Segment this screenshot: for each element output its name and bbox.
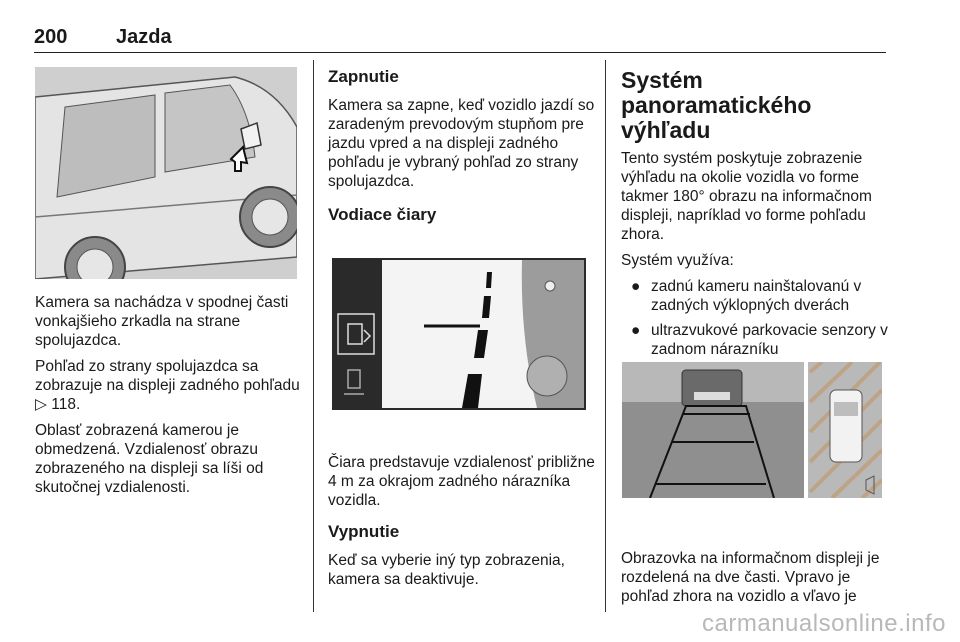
vypnutie-text: Keď sa vyberie iný typ zobrazenia, kamera sa deaktivuje. [328,552,565,588]
heading-vypnutie: Vypnutie [328,522,400,541]
panoramic-view-display-illustration [622,362,882,498]
zapnutie-text: Kamera sa zapne, keď vozidlo jazdí so zaradeným prevodovým stupňom pre jazdu vpred a na displeji zadného pohľadu je vybraný pohľad zo strany spolujazdca. [328,97,595,190]
column-divider-1 [313,60,314,612]
arrow-ref-icon: ▷ [35,396,47,413]
column-1-text [35,293,303,504]
bullet-icon: ● [631,322,641,339]
page-number: 200 [34,26,68,48]
ciara-text: Čiara predstavuje vzdialenosť približne 4 m za okrajom zadného nárazníka vozidla. [328,454,595,509]
heading-zapnutie: Zapnutie [328,67,399,86]
column-2-bottom-text [328,453,596,596]
system-uses-text: Systém využíva: [621,252,734,269]
column-2-top-text [328,67,596,234]
heading-panoramatic-system: Systém panoramatického výhľadu [621,67,812,143]
display-split-text: Obrazovka na informačnom displeji je rozdelená na dve časti. Vpravo je pohľad zhora na vozidlo a vľavo je [621,550,880,605]
list-item: ● zadnú kameru nainštalovanú v zadných výklopných dverách [631,278,862,314]
side-view-text: Pohľad zo strany spolujazdca sa zobrazuje na displeji zadného pohľadu ▷ 118. [35,358,300,413]
column-3-bottom-text [621,549,891,613]
list-item: ● ultrazvukové parkovacie senzory v zadnom nárazníku [631,322,888,358]
car-side-camera-illustration [35,67,297,279]
bullet-icon: ● [631,278,641,295]
heading-vodiace-ciary: Vodiace čiary [328,205,437,224]
camera-range-text: Oblasť zobrazená kamerou je obmedzená. Vzdialenosť obrazu zobrazeného na displeji sa líši od skutočnej vzdialenosti. [35,422,264,496]
watermark: carmanualsonline.info [702,610,946,637]
column-divider-2 [605,60,606,612]
camera-location-text: Kamera sa nachádza v spodnej časti vonkajšieho zrkadla na strane spolujazdca. [35,294,289,349]
page-reference-link[interactable]: 118. [51,396,81,413]
system-components-list [621,277,889,359]
guide-lines-display-illustration [332,258,586,410]
chapter-title: Jazda [116,26,172,48]
column-3-top-text [621,68,889,365]
system-intro-text: Tento systém poskytuje zobrazenie výhľadu na okolie vozidla vo forme takmer 180° obrazu na informačnom displeji, napríklad vo forme pohľadu zhora. [621,150,872,243]
page-header [34,22,886,53]
